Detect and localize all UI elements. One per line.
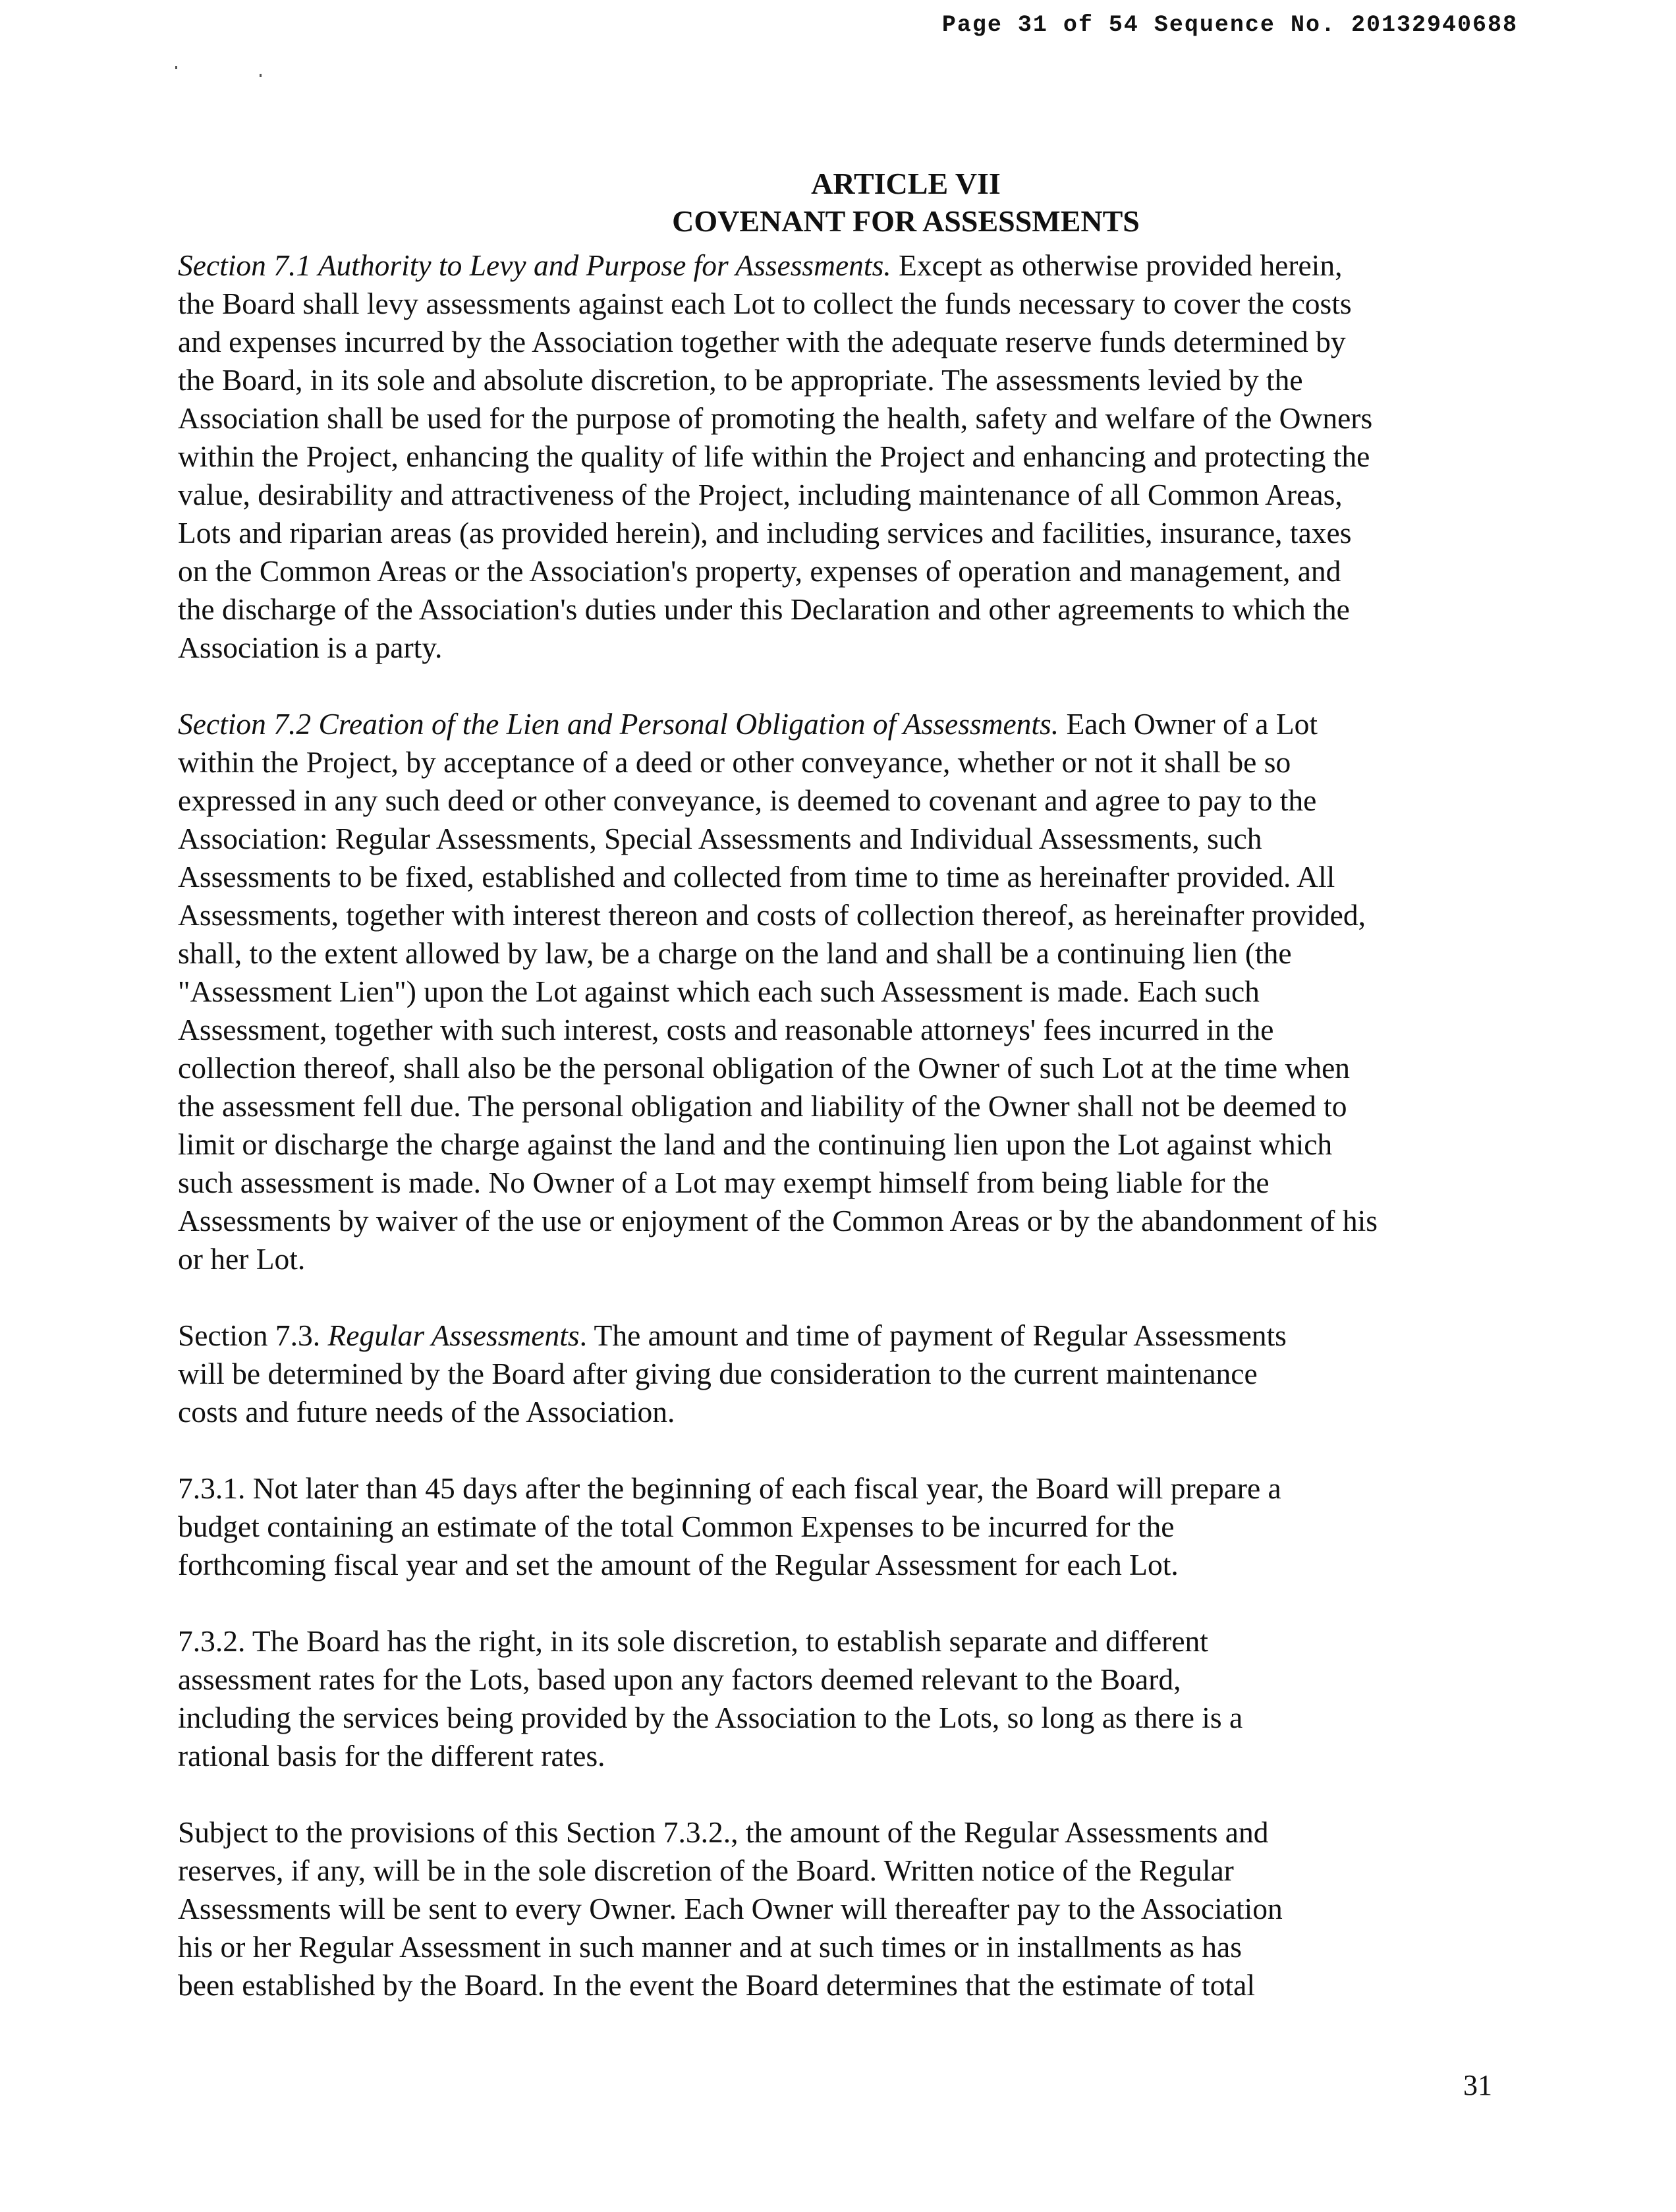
line-prefix: Section 7.3. (178, 1319, 328, 1352)
line-text: will be determined by the Board after giving due consideration to the current maintenance (178, 1357, 1258, 1390)
paragraph (178, 1469, 1528, 1584)
text-line (178, 1699, 1528, 1737)
line-text: and expenses incurred by the Association together with the adequate reserve funds determined by (178, 325, 1346, 358)
line-text: value, desirability and attractiveness of the Project, including maintenance of all Common Areas, (178, 478, 1343, 511)
line-text: such assessment is made. No Owner of a Lot may exempt himself from being liable for the (178, 1166, 1270, 1199)
text-line (178, 743, 1528, 781)
text-line (178, 934, 1528, 973)
line-text: the assessment fell due. The personal obligation and liability of the Owner shall not be deemed to (178, 1089, 1347, 1123)
text-line (178, 1087, 1528, 1125)
text-line (178, 1317, 1528, 1355)
paragraph (178, 1317, 1528, 1431)
line-text: reserves, if any, will be in the sole discretion of the Board. Written notice of the Regular (178, 1854, 1234, 1887)
line-text: Association is a party. (178, 631, 443, 664)
text-line (178, 1049, 1528, 1087)
article-heading: COVENANT FOR ASSESSMENTS (672, 204, 1140, 238)
text-line (178, 1928, 1528, 1966)
text-line (178, 1813, 1528, 1852)
text-line (178, 438, 1528, 476)
page-number: 31 (1463, 2069, 1492, 2101)
line-text: within the Project, by acceptance of a deed or other conveyance, whether or not it shall be so (178, 745, 1291, 779)
text-line (178, 1164, 1528, 1202)
section-heading: Section 7.1 Authority to Levy and Purpose for Assessments. (178, 248, 891, 282)
text-line (178, 1966, 1528, 2004)
text-line (178, 323, 1528, 361)
line-text: Lots and riparian areas (as provided herein), and including services and facilities, insurance, taxes (178, 516, 1352, 550)
text-line (178, 246, 1528, 285)
paragraph (178, 1622, 1528, 1775)
line-text: limit or discharge the charge against the land and the continuing lien upon the Lot against which (178, 1127, 1333, 1161)
text-line (178, 399, 1528, 438)
line-text: Association: Regular Assessments, Special Assessments and Individual Assessments, such (178, 822, 1262, 855)
line-text: Assessment, together with such interest, costs and reasonable attorneys' fees incurred in the (178, 1013, 1274, 1046)
line-text: shall, to the extent allowed by law, be a charge on the land and shall be a continuing lien (the (178, 936, 1292, 970)
text-line (178, 1737, 1528, 1775)
line-text: assessment rates for the Lots, based upon any factors deemed relevant to the Board, (178, 1662, 1181, 1696)
text-line (178, 590, 1528, 629)
line-text: Assessments will be sent to every Owner. Each Owner will thereafter pay to the Association (178, 1892, 1283, 1925)
line-text: budget containing an estimate of the total Common Expenses to be incurred for the (178, 1510, 1175, 1543)
line-text: Assessments, together with interest thereon and costs of collection thereof, as hereinafter provided, (178, 898, 1366, 932)
text-line (178, 552, 1528, 590)
line-text: collection thereof, shall also be the personal obligation of the Owner of such Lot at the time when (178, 1051, 1351, 1085)
text-line (178, 514, 1528, 552)
line-text: expressed in any such deed or other conveyance, is deemed to covenant and agree to pay to the (178, 783, 1317, 817)
line-text: been established by the Board. In the event the Board determines that the estimate of total (178, 1968, 1255, 2002)
text-line (178, 1469, 1528, 1508)
text-line (178, 361, 1528, 399)
text-line (178, 1852, 1528, 1890)
line-text: Subject to the provisions of this Section 7.3.2., the amount of the Regular Assessments and (178, 1815, 1269, 1849)
text-line (178, 1202, 1528, 1240)
scan-speck (175, 66, 177, 69)
text-line (178, 1508, 1528, 1546)
text-line (178, 476, 1528, 514)
line-text: forthcoming fiscal year and set the amount of the Regular Assessment for each Lot. (178, 1548, 1179, 1581)
article-number: ARTICLE VII (811, 167, 1001, 200)
line-text: Assessments to be fixed, established and collected from time to time as hereinafter provided. All (178, 860, 1335, 893)
text-line (178, 973, 1528, 1011)
line-text: the Board, in its sole and absolute discretion, to be appropriate. The assessments levied by the (178, 363, 1303, 397)
text-line (178, 1890, 1528, 1928)
line-text: or her Lot. (178, 1242, 306, 1276)
document-body (178, 246, 1528, 2043)
line-text: his or her Regular Assessment in such manner and at such times or in installments as has (178, 1930, 1242, 1964)
line-text: the discharge of the Association's duties under this Declaration and other agreements to which the (178, 592, 1350, 626)
text-line (178, 858, 1528, 896)
line-text: 7.3.1. Not later than 45 days after the beginning of each fiscal year, the Board will prepare a (178, 1471, 1281, 1505)
paragraph (178, 246, 1528, 667)
line-text: costs and future needs of the Association. (178, 1395, 675, 1429)
line-text: . The amount and time of payment of Regular Assessments (579, 1319, 1287, 1352)
line-text: including the services being provided by the Association to the Lots, so long as there is a (178, 1701, 1243, 1734)
line-text: rational basis for the different rates. (178, 1739, 605, 1772)
section-heading: Section 7.2 Creation of the Lien and Personal Obligation of Assessments. (178, 707, 1059, 741)
line-text: within the Project, enhancing the quality of life within the Project and enhancing and protecting the (178, 440, 1370, 473)
text-line (178, 1393, 1528, 1431)
text-line (178, 1546, 1528, 1584)
page-sequence-header: Page 31 of 54 Sequence No. 20132940688 (941, 12, 1518, 38)
text-line (178, 629, 1528, 667)
text-line (178, 820, 1528, 858)
section-heading: Regular Assessments (327, 1319, 580, 1352)
text-line (178, 1240, 1528, 1278)
line-text: Association shall be used for the purpose of promoting the health, safety and welfare of the Owners (178, 401, 1373, 435)
text-line (178, 896, 1528, 934)
line-text: Assessments by waiver of the use or enjoyment of the Common Areas or by the abandonment of his (178, 1204, 1378, 1237)
text-line (178, 1011, 1528, 1049)
text-line (178, 781, 1528, 820)
text-line (178, 285, 1528, 323)
text-line (178, 1622, 1528, 1660)
line-text: Each Owner of a Lot (1059, 707, 1318, 741)
paragraph (178, 705, 1528, 1278)
text-line (178, 1125, 1528, 1164)
article-title (0, 165, 1676, 240)
scan-speck (260, 74, 262, 77)
text-line (178, 1660, 1528, 1699)
line-text: on the Common Areas or the Association's property, expenses of operation and management, and (178, 554, 1341, 588)
line-text: Except as otherwise provided herein, (891, 248, 1343, 282)
text-line (178, 705, 1528, 743)
line-text: "Assessment Lien") upon the Lot against which each such Assessment is made. Each such (178, 975, 1260, 1008)
text-line (178, 1355, 1528, 1393)
line-text: the Board shall levy assessments against each Lot to collect the funds necessary to cover the costs (178, 287, 1352, 320)
paragraph (178, 1813, 1528, 2004)
line-text: 7.3.2. The Board has the right, in its sole discretion, to establish separate and different (178, 1624, 1208, 1658)
